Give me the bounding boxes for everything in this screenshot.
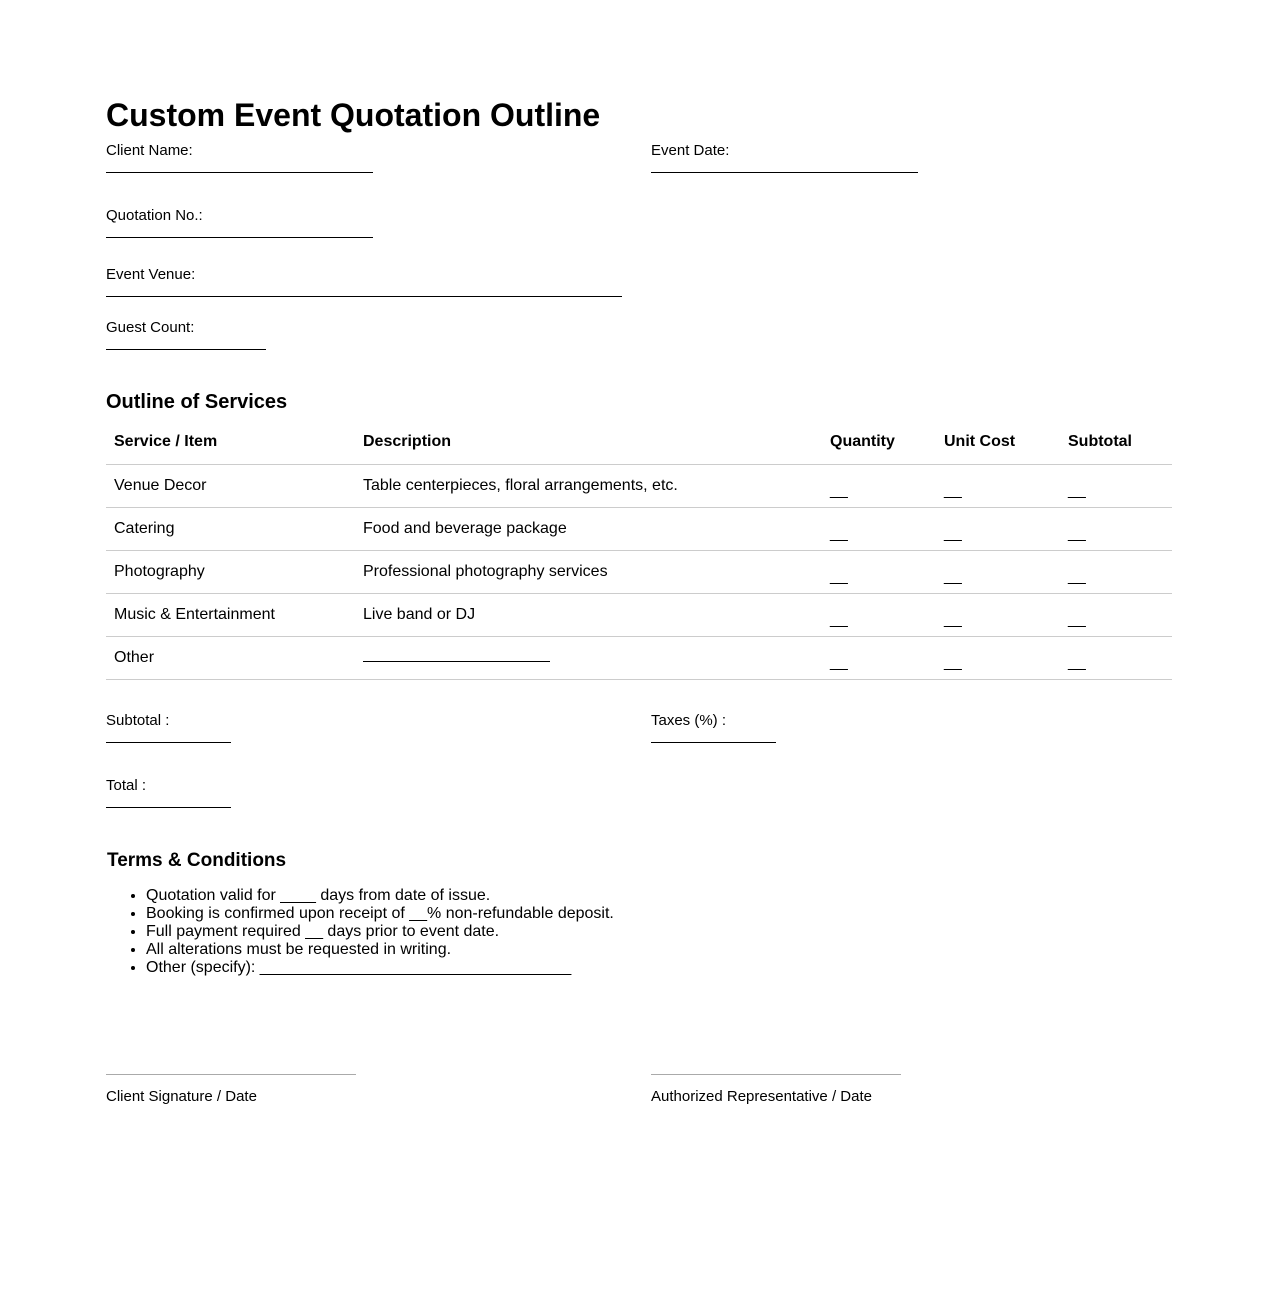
event-date-input-line[interactable] bbox=[651, 172, 918, 173]
guest-count-input-line[interactable] bbox=[106, 349, 266, 350]
subtotal-field bbox=[106, 712, 231, 743]
description-cell: Professional photography services bbox=[355, 550, 822, 593]
services-heading: Outline of Services bbox=[106, 391, 288, 413]
quotation-no-label: Quotation No.: bbox=[106, 207, 203, 224]
quantity-cell[interactable]: __ bbox=[822, 464, 936, 507]
representative-signature-block bbox=[651, 1074, 901, 1105]
column-header-unit-cost: Unit Cost bbox=[936, 420, 1060, 464]
terms-list bbox=[106, 887, 614, 977]
client-name-field bbox=[106, 142, 373, 173]
event-venue-label: Event Venue: bbox=[106, 266, 196, 283]
unit-cost-cell[interactable]: __ bbox=[936, 593, 1060, 636]
total-label: Total : bbox=[106, 777, 147, 794]
table-row bbox=[106, 550, 1172, 593]
description-cell bbox=[355, 636, 822, 679]
table-row bbox=[106, 636, 1172, 679]
description-cell: Food and beverage package bbox=[355, 507, 822, 550]
terms-item: • Full payment required __ days prior to event date. bbox=[146, 923, 614, 941]
quotation-no-field bbox=[106, 207, 373, 238]
table-row bbox=[106, 593, 1172, 636]
subtotal-cell[interactable]: __ bbox=[1060, 550, 1172, 593]
document-title: Custom Event Quotation Outline bbox=[106, 97, 601, 133]
taxes-input-line[interactable] bbox=[651, 742, 776, 743]
guest-count-label: Guest Count: bbox=[106, 319, 195, 336]
client-signature-block bbox=[106, 1074, 356, 1105]
client-name-input-line[interactable] bbox=[106, 172, 373, 173]
column-header-description: Description bbox=[355, 420, 822, 464]
terms-item: • All alterations must be requested in writing. bbox=[146, 941, 614, 959]
quantity-cell[interactable]: __ bbox=[822, 593, 936, 636]
quantity-cell[interactable]: __ bbox=[822, 550, 936, 593]
column-header-quantity: Quantity bbox=[822, 420, 936, 464]
quantity-cell[interactable]: __ bbox=[822, 636, 936, 679]
subtotal-cell[interactable]: __ bbox=[1060, 636, 1172, 679]
quantity-cell[interactable]: __ bbox=[822, 507, 936, 550]
unit-cost-cell[interactable]: __ bbox=[936, 636, 1060, 679]
table-row bbox=[106, 507, 1172, 550]
subtotal-input-line[interactable] bbox=[106, 742, 231, 743]
unit-cost-cell[interactable]: __ bbox=[936, 507, 1060, 550]
service-item-cell: Catering bbox=[106, 507, 355, 550]
taxes-field bbox=[651, 712, 776, 743]
client-name-label: Client Name: bbox=[106, 142, 193, 159]
table-row bbox=[106, 464, 1172, 507]
terms-heading: Terms & Conditions bbox=[107, 850, 287, 871]
client-signature-label: Client Signature / Date bbox=[106, 1088, 257, 1105]
subtotal-label: Subtotal : bbox=[106, 712, 170, 729]
total-input-line[interactable] bbox=[106, 807, 231, 808]
client-signature-line[interactable] bbox=[106, 1074, 356, 1075]
event-venue-input-line[interactable] bbox=[106, 296, 622, 297]
column-header-subtotal: Subtotal bbox=[1060, 420, 1172, 464]
service-item-cell: Venue Decor bbox=[106, 464, 355, 507]
services-header-row bbox=[106, 420, 1172, 464]
representative-signature-line[interactable] bbox=[651, 1074, 901, 1075]
event-venue-field bbox=[106, 266, 622, 297]
services-table bbox=[106, 420, 1172, 680]
other-description-blank[interactable] bbox=[363, 648, 550, 662]
description-cell: Live band or DJ bbox=[355, 593, 822, 636]
subtotal-cell[interactable]: __ bbox=[1060, 464, 1172, 507]
terms-item: • Other (specify): ___________________________________ bbox=[146, 959, 614, 977]
service-item-cell: Other bbox=[106, 636, 355, 679]
service-item-cell: Photography bbox=[106, 550, 355, 593]
unit-cost-cell[interactable]: __ bbox=[936, 464, 1060, 507]
event-date-field bbox=[651, 142, 918, 173]
quotation-no-input-line[interactable] bbox=[106, 237, 373, 238]
unit-cost-cell[interactable]: __ bbox=[936, 550, 1060, 593]
total-field bbox=[106, 777, 231, 808]
service-item-cell: Music & Entertainment bbox=[106, 593, 355, 636]
subtotal-cell[interactable]: __ bbox=[1060, 593, 1172, 636]
subtotal-cell[interactable]: __ bbox=[1060, 507, 1172, 550]
column-header-service: Service / Item bbox=[106, 420, 355, 464]
description-cell: Table centerpieces, floral arrangements, etc. bbox=[355, 464, 822, 507]
guest-count-field bbox=[106, 319, 266, 350]
event-date-label: Event Date: bbox=[651, 142, 730, 159]
terms-item: • Booking is confirmed upon receipt of __% non-refundable deposit. bbox=[146, 905, 614, 923]
taxes-label: Taxes (%) : bbox=[651, 712, 727, 729]
terms-item: • Quotation valid for ____ days from date of issue. bbox=[146, 887, 614, 905]
representative-signature-label: Authorized Representative / Date bbox=[651, 1088, 872, 1105]
